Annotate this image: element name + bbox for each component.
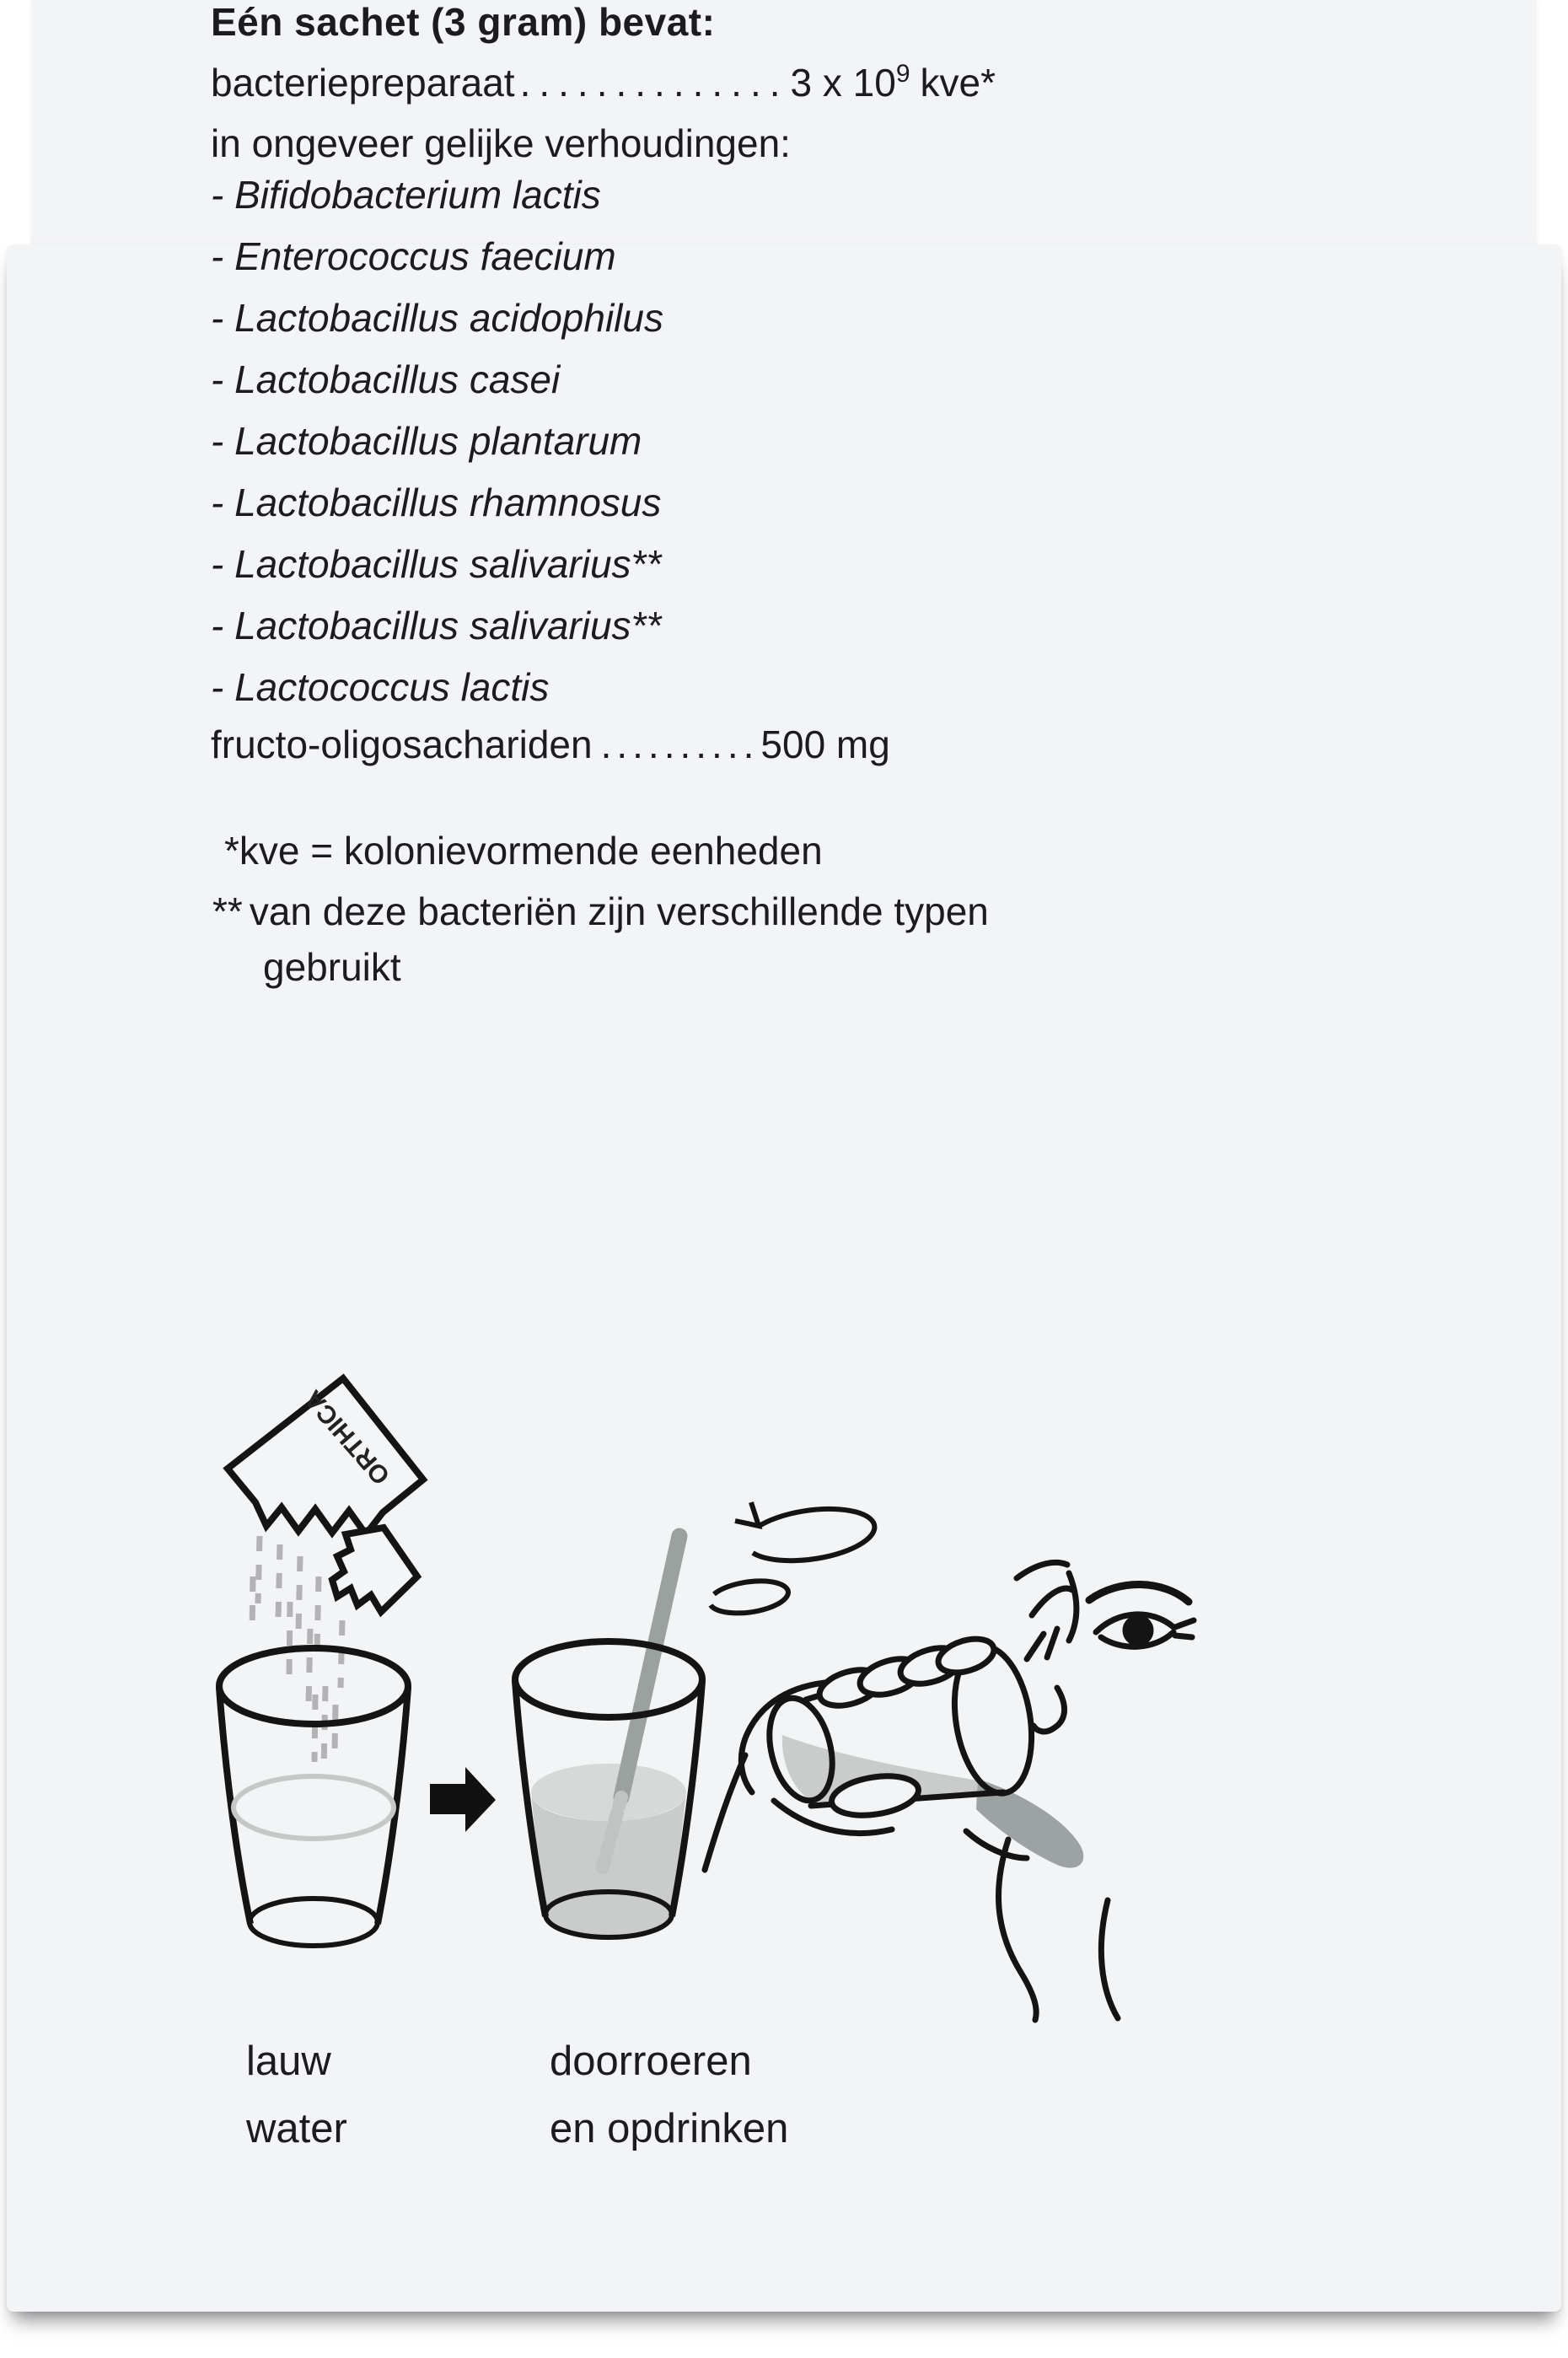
list-item: - Lactobacillus casei bbox=[211, 357, 561, 401]
step2-label-line1: doorroeren bbox=[550, 2038, 752, 2084]
main-ingredient-value: 3 x 10 bbox=[790, 61, 896, 105]
main-ingredient-unit: kve* bbox=[920, 61, 996, 105]
fos-row bbox=[211, 722, 890, 767]
list-item: - Lactobacillus salivarius** bbox=[211, 542, 662, 586]
sachet-brand-text: ORTHICA bbox=[298, 1384, 396, 1491]
eyebrow-line bbox=[1089, 1584, 1189, 1602]
glass-water-icon bbox=[219, 1648, 408, 1946]
chin-line bbox=[998, 1840, 1036, 2020]
far-eye-lashes bbox=[1017, 1562, 1077, 1659]
neck-line bbox=[1101, 1900, 1118, 2018]
leader-dots: .......... bbox=[600, 722, 760, 766]
list-item: - Lactococcus lactis bbox=[211, 665, 550, 709]
step2-label bbox=[550, 2028, 788, 2162]
list-item: - Lactobacillus acidophilus bbox=[211, 296, 663, 340]
swirl-arrows-icon bbox=[711, 1502, 874, 1613]
nose-line bbox=[1034, 1688, 1065, 1732]
footnote-marker: * bbox=[224, 829, 239, 873]
list-item: - Lactobacillus salivarius** bbox=[211, 604, 662, 647]
footnote-kve bbox=[224, 829, 823, 873]
step1-label bbox=[246, 2028, 347, 2162]
water-level-line bbox=[234, 1776, 394, 1839]
footnote-types bbox=[212, 889, 989, 934]
leader-dots: .............. bbox=[519, 61, 789, 105]
list-item: - Bifidobacterium lactis bbox=[211, 173, 601, 217]
list-item: - Lactobacillus rhamnosus bbox=[211, 481, 662, 524]
drinking-face-icon bbox=[705, 1562, 1194, 2020]
ratio-note: in ongeveer gelijke verhoudingen: bbox=[211, 121, 791, 165]
footnote-text: van deze bacteriën zijn verschillende typen bbox=[249, 889, 989, 933]
footnote-marker: ** bbox=[212, 889, 243, 933]
step1-label-line2: water bbox=[246, 2106, 347, 2151]
list-item: - Enterococcus faecium bbox=[211, 234, 616, 278]
arrow-right-icon bbox=[430, 1767, 496, 1832]
exponent: 9 bbox=[895, 60, 910, 88]
list-item: - Lactobacillus plantarum bbox=[211, 419, 642, 463]
stirring-rod bbox=[621, 1536, 679, 1797]
fos-name: fructo-oligosachariden bbox=[211, 722, 593, 766]
panel-title: Eén sachet (3 gram) bevat: bbox=[211, 0, 716, 44]
footnote-types-cont: gebruikt bbox=[263, 945, 401, 989]
step1-label-line1: lauw bbox=[246, 2038, 331, 2084]
footnote-text: kve = kolonievormende eenheden bbox=[239, 829, 823, 873]
main-ingredient-row bbox=[211, 61, 996, 105]
step2-label-line2: en opdrinken bbox=[550, 2106, 789, 2151]
eye-icon bbox=[1089, 1584, 1194, 1646]
fos-value: 500 mg bbox=[760, 722, 890, 766]
main-ingredient-name: bacteriepreparaat bbox=[211, 61, 515, 105]
